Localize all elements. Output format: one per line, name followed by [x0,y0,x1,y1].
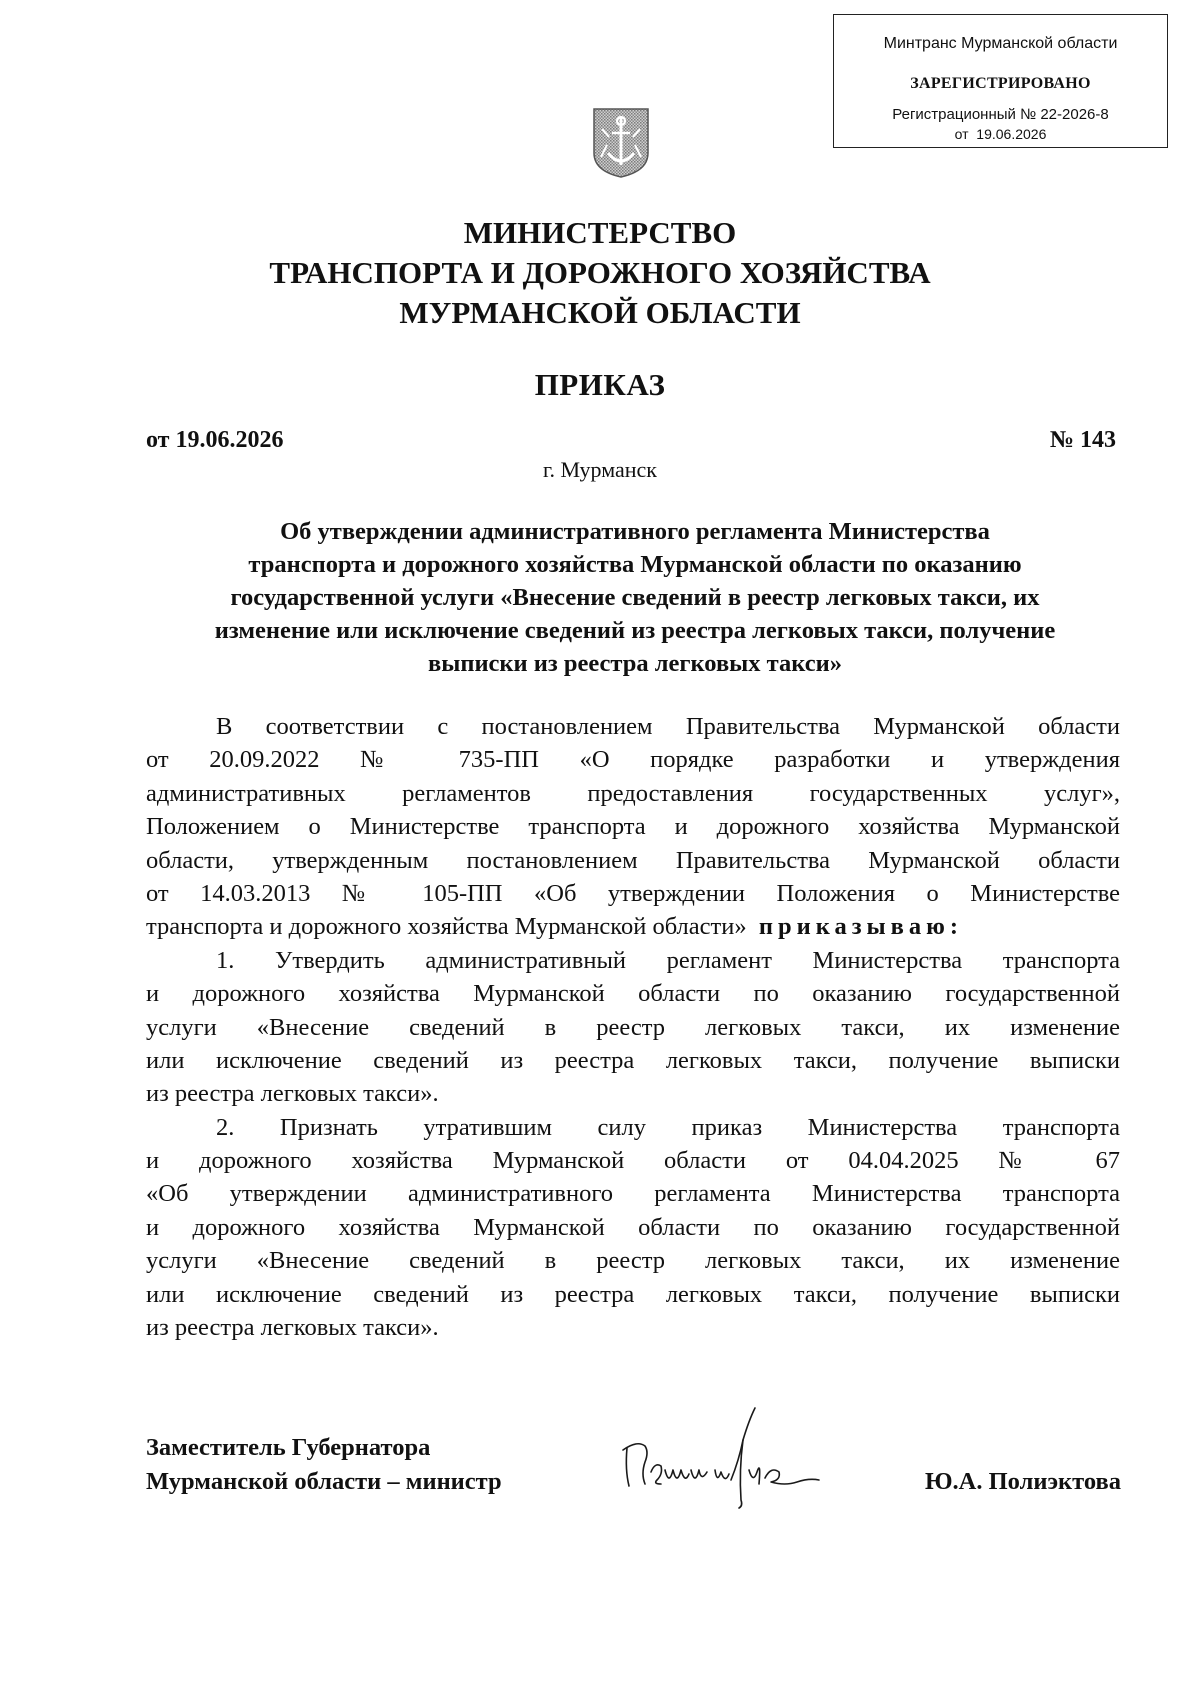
stamp-status: ЗАРЕГИСТРИРОВАНО [910,75,1091,92]
signatory-position-line2: Мурманской области – министр [146,1468,502,1495]
item2-line: услуги «Внесение сведений в реестр легковых такси, их изменение [146,1247,1120,1275]
subject-line: транспорта и дорожного хозяйства Мурманской области по оказанию [248,551,1022,578]
item2-line: «Об утверждении административного регламента Министерства транспорта [146,1180,1120,1208]
signatory-name: Ю.А. Полиэктова [924,1468,1121,1495]
order-directive: приказываю: [758,913,964,941]
preamble-line-text: транспорта и дорожного хозяйства Мурманской области» [146,913,747,941]
signatory-position-line1: Заместитель Губернатора [146,1434,431,1461]
order-date: от 19.06.2026 [146,427,284,453]
item2-line: и дорожного хозяйства Мурманской области от 04.04.2025 № 67 [146,1147,1120,1175]
preamble-line: В соответствии с постановлением Правительства Мурманской области [216,713,1120,740]
order-city: г. Мурманск [543,457,657,482]
item1-line: услуги «Внесение сведений в реестр легковых такси, их изменение [146,1013,1120,1041]
item2-line: 2. Признать утратившим силу приказ Министерства транспорта [216,1113,1120,1141]
ministry-name-line3: МУРМАНСКОЙ ОБЛАСТИ [399,295,801,330]
signatory-position [146,1431,502,1499]
subject-line: изменение или исключение сведений из реестра легковых такси, получение [214,617,1056,644]
subject-line: Об утверждении административного регламента Министерства [280,518,990,545]
item1-line: или исключение сведений из реестра легковых такси, получение выписки [146,1046,1120,1074]
item1-line: и дорожного хозяйства Мурманской области по оказанию государственной [146,980,1120,1008]
item1-line: 1. Утвердить административный регламент Министерства транспорта [216,946,1120,974]
ministry-name-line1: МИНИСТЕРСТВО [463,215,737,250]
subject-line: государственной услуги «Внесение сведений в реестр легковых такси, их [230,584,1040,611]
stamp-organization: Минтранс Мурманской области [883,35,1118,52]
subject-line: выписки из реестра легковых такси» [427,650,843,677]
preamble-line: Положением о Министерстве транспорта и дорожного хозяйства Мурманской [146,813,1120,841]
item2-line: и дорожного хозяйства Мурманской области по оказанию государственной [146,1213,1120,1241]
item2-line: из реестра легковых такси». [146,1314,439,1342]
preamble-line: от 14.03.2013 № 105-ПП «Об утверждении Положения о Министерстве [146,879,1120,907]
stamp-registration-number: Регистрационный № 22-2026-8 [892,106,1109,123]
order-body [146,710,1120,1344]
order-number: № 143 [1049,427,1116,453]
handwritten-signature-icon [615,1400,835,1510]
stamp-registration-date: от 19.06.2026 [954,126,1047,142]
preamble-line: области, утвержденным постановлением Правительства Мурманской области [146,846,1120,874]
coat-of-arms-icon [592,107,650,179]
registration-stamp [833,14,1168,148]
document-type: ПРИКАЗ [534,367,666,402]
item1-line: из реестра легковых такси». [146,1080,439,1108]
preamble-line: административных регламентов предоставления государственных услуг», [146,779,1120,807]
item2-line: или исключение сведений из реестра легковых такси, получение выписки [146,1280,1120,1308]
ministry-name-line2: ТРАНСПОРТА И ДОРОЖНОГО ХОЗЯЙСТВА [269,255,931,290]
order-subject [140,515,1130,680]
preamble-line: от 20.09.2022 № 735-ПП «О порядке разработки и утверждения [146,746,1120,774]
preamble-last-line [146,910,1120,943]
